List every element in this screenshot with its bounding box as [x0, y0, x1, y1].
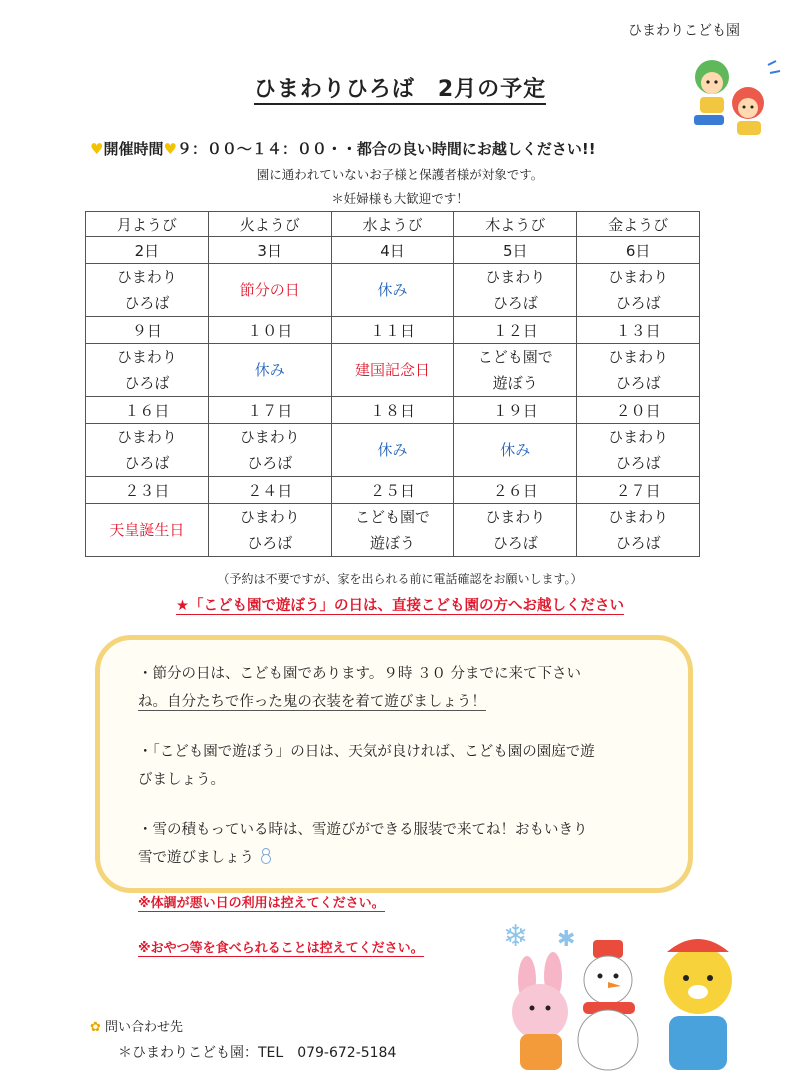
- pregnant-welcome: ＊妊婦様も大歓迎です！: [331, 191, 469, 206]
- weekday-header: 火ようび: [208, 212, 331, 237]
- event-text: ひまわり: [239, 508, 300, 526]
- event-text: ひまわり: [608, 508, 669, 526]
- event-cell: [86, 264, 209, 317]
- event-cell: [577, 504, 700, 557]
- schedule-calendar: [85, 211, 700, 557]
- event-text: 建国記念日: [354, 361, 430, 379]
- event-cell: [208, 344, 331, 397]
- date-cell: １９日: [454, 397, 577, 424]
- event-cell: [577, 264, 700, 317]
- event-text: 休み: [377, 281, 408, 299]
- date-row: [86, 397, 700, 424]
- event-cell: [331, 504, 454, 557]
- weekday-header: 木ようび: [454, 212, 577, 237]
- reservation-note: （予約は不要ですが、家を出られる前に電話確認をお願いします。）: [217, 572, 583, 586]
- event-text: こども園で: [354, 508, 430, 526]
- warning-snacks: ※おやつ等を食べられることは控えてください。: [138, 941, 424, 956]
- event-cell: [331, 264, 454, 317]
- event-text: ひろば: [492, 294, 538, 312]
- date-cell: ９日: [86, 317, 209, 344]
- snowman-icon: [259, 848, 273, 864]
- event-cell: [86, 344, 209, 397]
- event-row: [86, 504, 700, 557]
- date-cell: ２０日: [577, 397, 700, 424]
- event-text: ひまわり: [608, 348, 669, 366]
- date-cell: １６日: [86, 397, 209, 424]
- event-text: 遊ぼう: [369, 534, 415, 552]
- hours-label: 開催時間: [103, 140, 164, 158]
- info-bullet: ・節分の日は、こども園であります。９時 ３０ 分までに来て下さい ね。自分たちで作った鬼の衣装を着て遊びましょう！: [138, 666, 582, 710]
- date-cell: １２日: [454, 317, 577, 344]
- event-text: ひろば: [615, 534, 661, 552]
- date-cell: ２５日: [331, 477, 454, 504]
- snowflake-icon: ✱: [557, 927, 576, 952]
- weekday-header: 金ようび: [577, 212, 700, 237]
- event-text: ひろば: [492, 534, 538, 552]
- heart-icon: ♥: [90, 140, 104, 158]
- event-cell: [454, 504, 577, 557]
- contact-heading: ✿ 問い合わせ先: [90, 1020, 184, 1035]
- date-row: [86, 237, 700, 264]
- date-cell: ２６日: [454, 477, 577, 504]
- event-text: ひまわり: [608, 428, 669, 446]
- event-text: ひまわり: [116, 348, 177, 366]
- date-row: [86, 317, 700, 344]
- snowflake-icon: ❄: [503, 919, 529, 954]
- warning-health: ※体調が悪い日の利用は控えてください。: [138, 896, 385, 911]
- date-cell: 2日: [86, 237, 209, 264]
- date-cell: １３日: [577, 317, 700, 344]
- event-text: 遊ぼう: [492, 374, 538, 392]
- event-text: こども園で: [477, 348, 553, 366]
- event-cell: [577, 344, 700, 397]
- event-text: 休み: [254, 361, 285, 379]
- hours-text: ９：００～１４：００・・都合の良い時間にお越しください!!: [176, 140, 596, 158]
- date-cell: 4日: [331, 237, 454, 264]
- event-text: ひろば: [247, 454, 293, 472]
- flower-icon: ✿: [90, 1020, 101, 1035]
- event-cell: [454, 264, 577, 317]
- event-text: ひろば: [615, 294, 661, 312]
- event-cell: [454, 344, 577, 397]
- weekday-header: 月ようび: [86, 212, 209, 237]
- event-row: [86, 344, 700, 397]
- event-text: ひまわり: [116, 428, 177, 446]
- page-title: ひまわりひろば 2月の予定: [0, 72, 800, 103]
- event-cell: [331, 344, 454, 397]
- date-cell: ２４日: [208, 477, 331, 504]
- event-text: ひまわり: [485, 508, 546, 526]
- event-text: ひまわり: [239, 428, 300, 446]
- event-text: ひろば: [124, 294, 170, 312]
- event-cell: [208, 264, 331, 317]
- date-cell: 6日: [577, 237, 700, 264]
- info-bullet: ・「こども園で遊ぼう」の日は、天気が良ければ、こども園の園庭で遊 びましょう。: [138, 744, 595, 788]
- event-cell: [86, 424, 209, 477]
- date-cell: 3日: [208, 237, 331, 264]
- event-text: ひろば: [124, 454, 170, 472]
- event-text: ひろば: [615, 374, 661, 392]
- event-row: [86, 424, 700, 477]
- date-cell: １０日: [208, 317, 331, 344]
- heart-icon: ♥: [163, 140, 177, 158]
- weekday-header: 水ようび: [331, 212, 454, 237]
- event-text: ひまわり: [485, 268, 546, 286]
- event-text: ひろば: [124, 374, 170, 392]
- date-cell: ２３日: [86, 477, 209, 504]
- event-cell: [331, 424, 454, 477]
- event-text: 休み: [377, 441, 408, 459]
- date-cell: １１日: [331, 317, 454, 344]
- weekday-header-row: [86, 212, 700, 237]
- contact-info: ＊ひまわりこども園：TEL 079-672-5184: [118, 1045, 397, 1061]
- event-text: 天皇誕生日: [109, 521, 185, 539]
- date-cell: １７日: [208, 397, 331, 424]
- event-cell: [577, 424, 700, 477]
- info-box: [95, 635, 693, 893]
- event-cell: [208, 424, 331, 477]
- direct-visit-note: ★「こども園で遊ぼう」の日は、直接こども園の方へお越しください: [176, 598, 624, 614]
- organization-name: ひまわりこども園: [628, 23, 740, 39]
- event-text: ひまわり: [608, 268, 669, 286]
- date-row: [86, 477, 700, 504]
- snow-friends-illustration: [495, 912, 745, 1072]
- opening-hours: [90, 138, 730, 159]
- target-audience: 園に通われていないお子様と保護者様が対象です。: [256, 167, 544, 182]
- event-cell: [86, 504, 209, 557]
- event-text: 休み: [500, 441, 531, 459]
- event-text: ひまわり: [116, 268, 177, 286]
- event-text: ひろば: [247, 534, 293, 552]
- info-bullet: ・雪の積もっている時は、雪遊びができる服装で来てね！おもいきり 雪で遊びましょう: [138, 822, 588, 866]
- event-row: [86, 264, 700, 317]
- event-cell: [208, 504, 331, 557]
- date-cell: ２７日: [577, 477, 700, 504]
- event-text: 節分の日: [239, 281, 300, 299]
- date-cell: 5日: [454, 237, 577, 264]
- event-cell: [454, 424, 577, 477]
- event-text: ひろば: [615, 454, 661, 472]
- date-cell: １８日: [331, 397, 454, 424]
